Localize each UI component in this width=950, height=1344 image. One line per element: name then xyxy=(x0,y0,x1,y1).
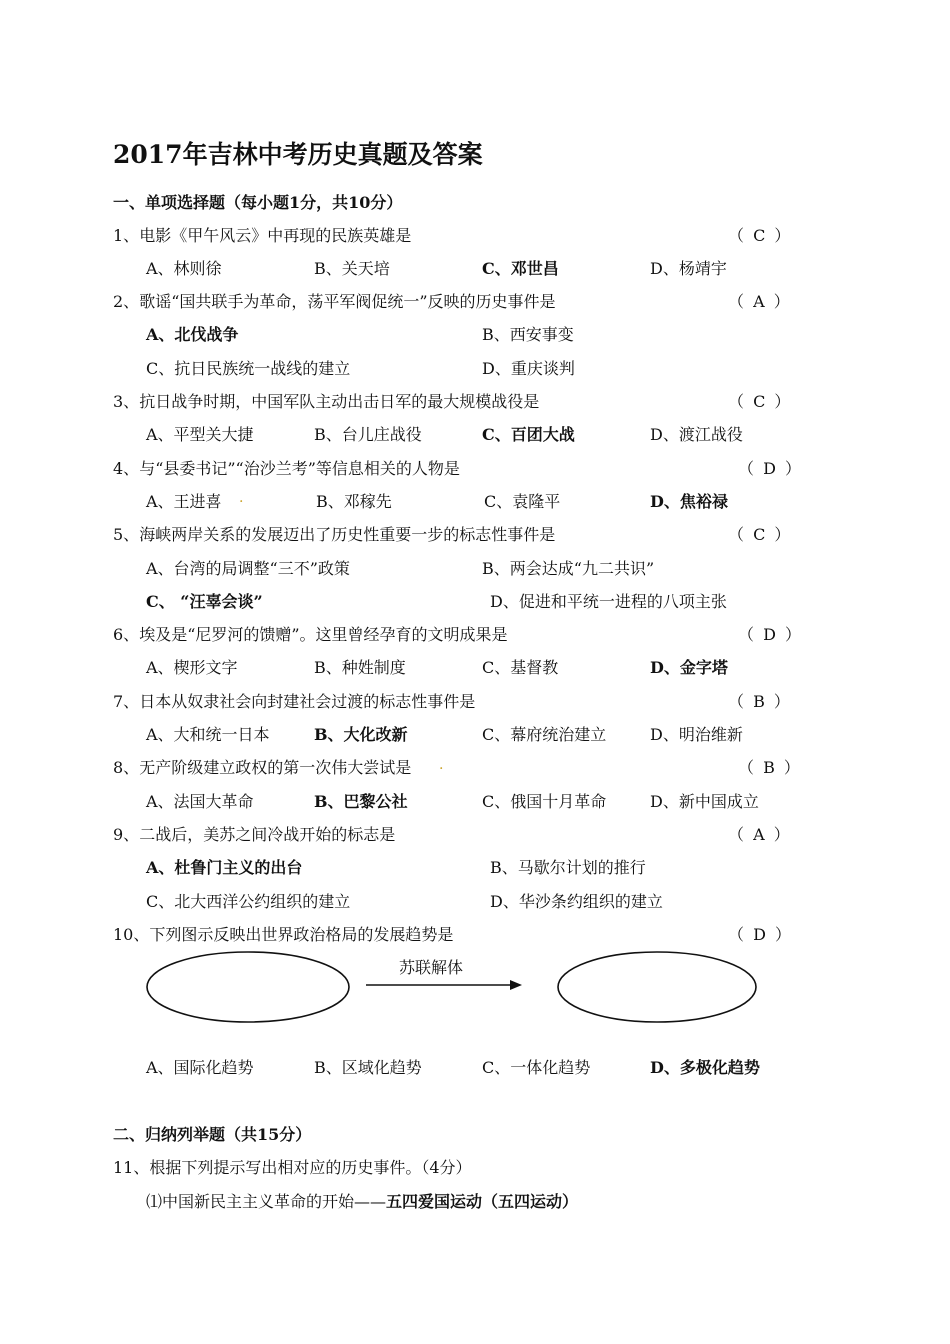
question-11: 11、根据下列提示写出相对应的历史事件。（4分） xyxy=(113,1158,472,1177)
q4-option-a: A、王进喜 xyxy=(146,492,222,511)
section-1-heading: 一、单项选择题（每小题1分，共10分） xyxy=(113,193,403,212)
question-3: 3、抗日战争时期，中国军队主动出击日军的最大规模战役是 xyxy=(113,392,540,411)
q2-option-b: B、西安事变 xyxy=(482,325,574,344)
question-4: 4、与“县委书记”“治沙兰考”等信息相关的人物是 xyxy=(113,459,460,478)
q7-option-a: A、大和统一日本 xyxy=(146,725,270,744)
answer-7: （ B ） xyxy=(728,692,792,711)
q10-option-b: B、区域化趋势 xyxy=(314,1058,422,1077)
q8-option-b: B、巴黎公社 xyxy=(314,792,408,811)
answer-2: （ A ） xyxy=(728,292,792,311)
q4-option-d: D、焦裕禄 xyxy=(650,492,728,511)
q3-option-d: D、渡江战役 xyxy=(650,425,743,444)
question-7: 7、日本从奴隶社会向封建社会过渡的标志性事件是 xyxy=(113,692,476,711)
q9-option-d: D、华沙条约组织的建立 xyxy=(490,892,663,911)
q9-option-b: B、马歇尔计划的推行 xyxy=(490,858,646,877)
q10-option-d: D、多极化趋势 xyxy=(650,1058,760,1077)
q8-option-c: C、俄国十月革命 xyxy=(482,792,607,811)
q1-option-a: A、林则徐 xyxy=(146,259,222,278)
q7-option-d: D、明治维新 xyxy=(650,725,743,744)
q6-option-d: D、金字塔 xyxy=(650,658,728,677)
q5-option-c: C、 “汪辜会谈” xyxy=(146,592,263,611)
q1-option-b: B、关天培 xyxy=(314,259,390,278)
q8-option-a: A、法国大革命 xyxy=(146,792,254,811)
q4-option-c: C、袁隆平 xyxy=(484,492,561,511)
answer-9: （ A ） xyxy=(728,825,792,844)
q5-option-b: B、两会达成“九二共识” xyxy=(482,559,655,578)
q3-option-c: C、百团大战 xyxy=(482,425,575,444)
answer-3: （ C ） xyxy=(728,392,793,411)
q8-option-d: D、新中国成立 xyxy=(650,792,759,811)
section-2-heading: 二、归纳列举题（共15分） xyxy=(113,1125,312,1144)
stray-dot: . xyxy=(439,757,444,773)
q3-option-b: B、台儿庄战役 xyxy=(314,425,422,444)
right-ellipse xyxy=(558,952,756,1022)
answer-4: （ D ） xyxy=(738,459,804,478)
answer-8: （ B ） xyxy=(738,758,802,777)
q5-option-a: A、台湾的局调整“三不”政策 xyxy=(146,559,350,578)
arrow-head xyxy=(510,980,522,990)
q10-option-c: C、一体化趋势 xyxy=(482,1058,591,1077)
q5-option-d: D、促进和平统一进程的八项主张 xyxy=(490,592,727,611)
arrow-label: 苏联解体 xyxy=(399,958,464,977)
q6-option-a: A、楔形文字 xyxy=(146,658,238,677)
question-9: 9、二战后，美苏之间冷战开始的标志是 xyxy=(113,825,396,844)
question-1: 1、电影《甲午风云》中再现的民族英雄是 xyxy=(113,226,412,245)
q9-option-c: C、北大西洋公约组织的建立 xyxy=(146,892,351,911)
question-5: 5、海峡两岸关系的发展迈出了历史性重要一步的标志性事件是 xyxy=(113,525,556,544)
question-8: 8、无产阶级建立政权的第一次伟大尝试是 xyxy=(113,758,412,777)
q2-option-a: A、北伐战争 xyxy=(146,325,239,344)
question-10: 10、下列图示反映出世界政治格局的发展趋势是 xyxy=(113,925,454,944)
stray-dot: . xyxy=(239,490,244,506)
page-title: 2017年吉林中考历史真题及答案 xyxy=(113,140,483,169)
q1-option-c: C、邓世昌 xyxy=(482,259,559,278)
left-ellipse xyxy=(147,952,349,1022)
q9-option-a: A、杜鲁门主义的出台 xyxy=(146,858,303,877)
q7-option-b: B、大化改新 xyxy=(314,725,408,744)
q7-option-c: C、幕府统治建立 xyxy=(482,725,607,744)
q10-option-a: A、国际化趋势 xyxy=(146,1058,254,1077)
q6-option-b: B、种姓制度 xyxy=(314,658,406,677)
question-6: 6、埃及是“尼罗河的馈赠”。这里曾经孕育的文明成果是 xyxy=(113,625,508,644)
q4-option-b: B、邓稼先 xyxy=(316,492,392,511)
question-2: 2、歌谣“国共联手为革命，荡平军阀促统一”反映的历史事件是 xyxy=(113,292,556,311)
answer-10: （ D ） xyxy=(728,925,794,944)
q11-item-1-answer: 五四爱国运动（五四运动） xyxy=(386,1192,579,1211)
q3-option-a: A、平型关大捷 xyxy=(146,425,254,444)
q11-item-1: ⑴中国新民主主义革命的开始——五四爱国运动（五四运动） xyxy=(146,1192,579,1211)
answer-6: （ D ） xyxy=(738,625,804,644)
q2-option-d: D、重庆谈判 xyxy=(482,359,575,378)
q6-option-c: C、基督教 xyxy=(482,658,559,677)
answer-5: （ C ） xyxy=(728,525,793,544)
q2-option-c: C、抗日民族统一战线的建立 xyxy=(146,359,351,378)
answer-1: （ C ） xyxy=(728,226,793,245)
q1-option-d: D、杨靖宇 xyxy=(650,259,727,278)
